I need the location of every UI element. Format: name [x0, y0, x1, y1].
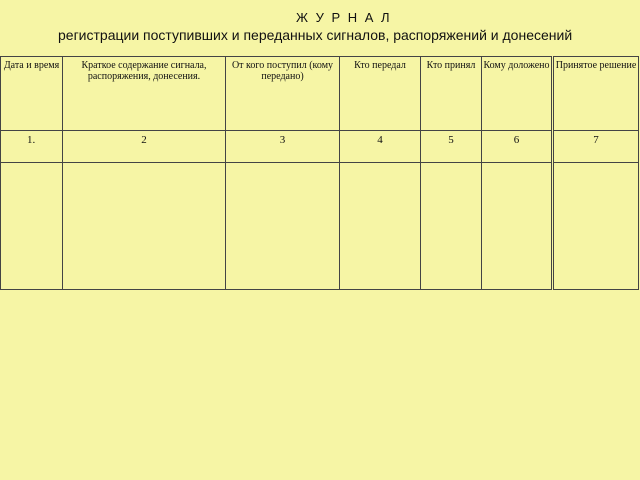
table-row	[1, 163, 639, 290]
cell-received-by[interactable]	[421, 163, 482, 290]
column-number-row	[1, 131, 639, 163]
header-decision: Принятое решение	[553, 57, 639, 131]
cell-reported-to[interactable]	[482, 163, 553, 290]
header-summary: Краткое содержание сигнала, распоряжения, донесения.	[63, 57, 226, 131]
journal-title: Ж У Р Н А Л	[296, 10, 392, 25]
column-number-2: 2	[63, 131, 226, 163]
cell-summary[interactable]	[63, 163, 226, 290]
header-from-whom: От кого поступил (кому передано)	[226, 57, 340, 131]
column-number-7: 7	[553, 131, 639, 163]
column-number-1: 1.	[1, 131, 63, 163]
header-received-by: Кто принял	[421, 57, 482, 131]
column-number-4: 4	[340, 131, 421, 163]
header-reported-to: Кому доложено	[482, 57, 553, 131]
cell-from-whom[interactable]	[226, 163, 340, 290]
header-date-time: Дата и время	[1, 57, 63, 131]
cell-decision[interactable]	[553, 163, 639, 290]
cell-date-time[interactable]	[1, 163, 63, 290]
column-number-6: 6	[482, 131, 553, 163]
journal-table	[0, 56, 639, 290]
column-number-3: 3	[226, 131, 340, 163]
column-number-5: 5	[421, 131, 482, 163]
header-transmitted-by: Кто передал	[340, 57, 421, 131]
journal-subtitle: регистрации поступивших и переданных сигналов, распоряжений и донесений	[58, 27, 573, 43]
header-row	[1, 57, 639, 131]
cell-transmitted-by[interactable]	[340, 163, 421, 290]
